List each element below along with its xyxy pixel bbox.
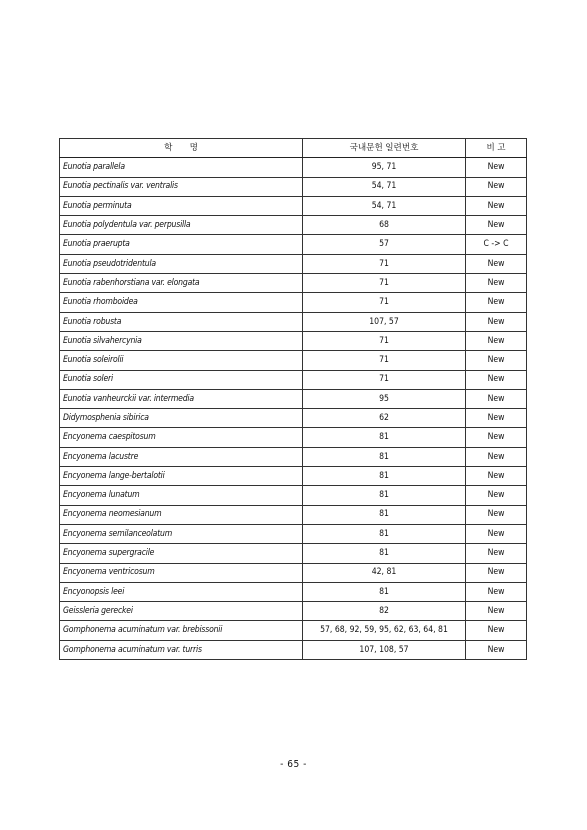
- cell-remarks: New: [466, 486, 527, 505]
- table-header: [60, 139, 527, 158]
- cell-reference-numbers: 57, 68, 92, 59, 95, 62, 63, 64, 81: [303, 621, 466, 640]
- cell-scientific-name: Eunotia soleri: [60, 370, 303, 389]
- table-row: [60, 331, 527, 350]
- cell-scientific-name: Gomphonema acuminatum var. brebissonii: [60, 621, 303, 640]
- table-row: [60, 370, 527, 389]
- table-row: [60, 467, 527, 486]
- cell-remarks: New: [466, 409, 527, 428]
- cell-scientific-name: Eunotia praerupta: [60, 235, 303, 254]
- table-row: [60, 235, 527, 254]
- cell-scientific-name: Eunotia pseudotridentula: [60, 254, 303, 273]
- cell-remarks: New: [466, 254, 527, 273]
- cell-scientific-name: Encyonema semilanceolatum: [60, 524, 303, 543]
- cell-remarks: New: [466, 428, 527, 447]
- table-row: [60, 351, 527, 370]
- cell-reference-numbers: 54, 71: [303, 177, 466, 196]
- cell-reference-numbers: 81: [303, 467, 466, 486]
- cell-remarks: New: [466, 274, 527, 293]
- cell-scientific-name: Eunotia vanheurckii var. intermedia: [60, 389, 303, 408]
- cell-scientific-name: Eunotia rabenhorstiana var. elongata: [60, 274, 303, 293]
- table-row: [60, 177, 527, 196]
- cell-reference-numbers: 71: [303, 293, 466, 312]
- cell-remarks: New: [466, 389, 527, 408]
- cell-reference-numbers: 81: [303, 447, 466, 466]
- cell-scientific-name: Encyonema supergracile: [60, 544, 303, 563]
- cell-remarks: New: [466, 351, 527, 370]
- cell-reference-numbers: 71: [303, 370, 466, 389]
- table-row: [60, 563, 527, 582]
- cell-reference-numbers: 95, 71: [303, 158, 466, 177]
- header-remarks: 비 고: [466, 139, 527, 158]
- cell-scientific-name: Eunotia polydentula var. perpusilla: [60, 216, 303, 235]
- cell-scientific-name: Encyonema ventricosum: [60, 563, 303, 582]
- cell-reference-numbers: 82: [303, 602, 466, 621]
- cell-remarks: New: [466, 216, 527, 235]
- cell-remarks: New: [466, 158, 527, 177]
- table-row: [60, 582, 527, 601]
- cell-reference-numbers: 81: [303, 428, 466, 447]
- cell-remarks: New: [466, 582, 527, 601]
- table-row: [60, 312, 527, 331]
- table-row: [60, 158, 527, 177]
- cell-scientific-name: Didymosphenia sibirica: [60, 409, 303, 428]
- cell-remarks: New: [466, 312, 527, 331]
- table-row: [60, 216, 527, 235]
- cell-reference-numbers: 107, 57: [303, 312, 466, 331]
- cell-reference-numbers: 95: [303, 389, 466, 408]
- cell-reference-numbers: 81: [303, 505, 466, 524]
- page-number: - 65 -: [280, 759, 307, 770]
- cell-remarks: New: [466, 293, 527, 312]
- cell-scientific-name: Encyonema neomesianum: [60, 505, 303, 524]
- cell-reference-numbers: 71: [303, 351, 466, 370]
- cell-scientific-name: Geissleria gereckei: [60, 602, 303, 621]
- cell-scientific-name: Eunotia pectinalis var. ventralis: [60, 177, 303, 196]
- table-row: [60, 274, 527, 293]
- cell-scientific-name: Eunotia perminuta: [60, 196, 303, 215]
- table-row: [60, 254, 527, 273]
- cell-remarks: New: [466, 621, 527, 640]
- cell-scientific-name: Encyonema lacustre: [60, 447, 303, 466]
- cell-reference-numbers: 62: [303, 409, 466, 428]
- cell-remarks: New: [466, 544, 527, 563]
- cell-scientific-name: Eunotia rhomboidea: [60, 293, 303, 312]
- cell-reference-numbers: 81: [303, 544, 466, 563]
- cell-remarks: C -> C: [466, 235, 527, 254]
- cell-remarks: New: [466, 563, 527, 582]
- cell-reference-numbers: 107, 108, 57: [303, 640, 466, 659]
- cell-scientific-name: Encyonema caespitosum: [60, 428, 303, 447]
- cell-reference-numbers: 71: [303, 274, 466, 293]
- cell-reference-numbers: 81: [303, 486, 466, 505]
- table-body: [60, 158, 527, 660]
- header-scientific-name: 학 명: [60, 139, 303, 158]
- cell-remarks: New: [466, 177, 527, 196]
- cell-remarks: New: [466, 602, 527, 621]
- table-row: [60, 505, 527, 524]
- header-reference-numbers: 국내문헌 일련번호: [303, 139, 466, 158]
- table-row: [60, 293, 527, 312]
- cell-reference-numbers: 57: [303, 235, 466, 254]
- table-row: [60, 602, 527, 621]
- cell-remarks: New: [466, 370, 527, 389]
- table-row: [60, 409, 527, 428]
- table-row: [60, 447, 527, 466]
- cell-reference-numbers: 71: [303, 331, 466, 350]
- header-row: [60, 139, 527, 158]
- cell-remarks: New: [466, 196, 527, 215]
- cell-scientific-name: Encyonema lunatum: [60, 486, 303, 505]
- table-row: [60, 544, 527, 563]
- cell-remarks: New: [466, 331, 527, 350]
- table-row: [60, 524, 527, 543]
- species-table: [59, 138, 527, 660]
- cell-reference-numbers: 81: [303, 582, 466, 601]
- cell-scientific-name: Eunotia silvahercynia: [60, 331, 303, 350]
- cell-reference-numbers: 42, 81: [303, 563, 466, 582]
- cell-reference-numbers: 54, 71: [303, 196, 466, 215]
- cell-reference-numbers: 71: [303, 254, 466, 273]
- cell-remarks: New: [466, 524, 527, 543]
- cell-scientific-name: Eunotia robusta: [60, 312, 303, 331]
- cell-scientific-name: Gomphonema acuminatum var. turris: [60, 640, 303, 659]
- cell-remarks: New: [466, 640, 527, 659]
- cell-scientific-name: Eunotia parallela: [60, 158, 303, 177]
- cell-remarks: New: [466, 447, 527, 466]
- cell-remarks: New: [466, 467, 527, 486]
- cell-remarks: New: [466, 505, 527, 524]
- table-row: [60, 621, 527, 640]
- table-row: [60, 486, 527, 505]
- table-row: [60, 196, 527, 215]
- cell-reference-numbers: 81: [303, 524, 466, 543]
- cell-scientific-name: Eunotia soleirolii: [60, 351, 303, 370]
- cell-scientific-name: Encyonema lange-bertalotii: [60, 467, 303, 486]
- cell-reference-numbers: 68: [303, 216, 466, 235]
- table-row: [60, 389, 527, 408]
- table-row: [60, 428, 527, 447]
- table-row: [60, 640, 527, 659]
- cell-scientific-name: Encyonopsis leei: [60, 582, 303, 601]
